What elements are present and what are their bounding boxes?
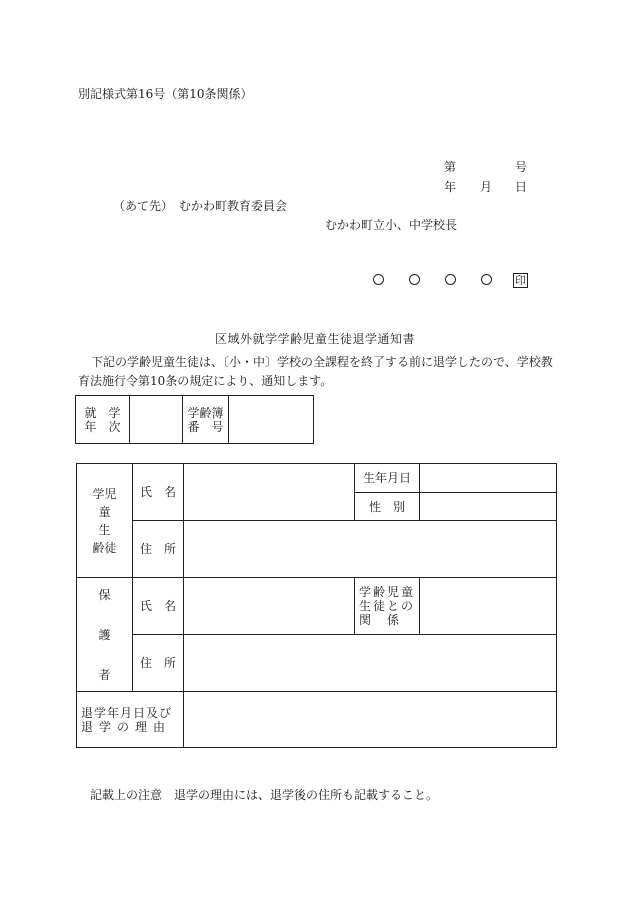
grade-register-table: [75, 395, 314, 444]
guardian-name-label: 氏 名: [133, 578, 184, 635]
birthdate-label: 生年月日: [355, 464, 420, 493]
relation-label: [355, 578, 420, 635]
student-group-line4: 齢徒: [92, 540, 117, 555]
seal-circle-3: [445, 274, 456, 288]
sender: むかわ町立小、中学校長: [325, 218, 458, 232]
register-label-line1: 学齢簿: [187, 405, 224, 420]
relation-value[interactable]: [420, 578, 557, 635]
student-name-label: 氏 名: [133, 464, 184, 521]
birthdate-value[interactable]: [420, 464, 557, 493]
withdrawal-label-line2: 退学の理由: [81, 719, 172, 734]
date-year: 年: [444, 180, 457, 194]
guardian-group-line2: 護: [98, 627, 111, 642]
seal-circle-1: [373, 274, 384, 288]
relation-label-line1: 学齢児童: [359, 585, 416, 599]
student-group-line1: 学児: [92, 486, 117, 501]
grade-value-cell[interactable]: [130, 396, 183, 444]
student-address-label: 住 所: [133, 521, 184, 578]
seal-mark: [513, 273, 528, 288]
guardian-address-label: 住 所: [133, 635, 184, 692]
guardian-address-value[interactable]: [184, 635, 557, 692]
guardian-group-label: [77, 578, 133, 692]
withdrawal-label: [77, 692, 184, 748]
withdrawal-label-line1: 退学年月日及び: [81, 705, 173, 720]
note: 記載上の注意 退学の理由には、退学後の住所も記載すること。: [90, 788, 439, 802]
sex-label: 性 別: [355, 493, 420, 521]
student-address-value[interactable]: [184, 521, 557, 578]
grade-label-line1: 就 学: [84, 405, 121, 420]
form-number: 別記様式第16号（第10条関係）: [78, 87, 253, 101]
relation-label-line3: 関 係: [359, 613, 402, 627]
student-group-label: [77, 464, 133, 578]
relation-label-line2: 生徒との: [359, 599, 416, 613]
date-month: 月: [480, 180, 493, 194]
document-title: 区域外就学学齢児童生徒退学通知書: [214, 332, 415, 346]
seal-circle-2: [409, 274, 420, 288]
grade-label-cell: [76, 396, 130, 444]
doc-number-go: 号: [515, 160, 528, 174]
seal-label: 印: [515, 274, 526, 287]
main-form-table: [76, 463, 557, 748]
date-day: 日: [515, 180, 528, 194]
addressee: （あて先） むかわ町教育委員会: [113, 199, 288, 213]
grade-label-line2: 年 次: [84, 419, 121, 434]
sex-value[interactable]: [420, 493, 557, 521]
guardian-name-value[interactable]: [184, 578, 355, 635]
register-label-cell: [183, 396, 229, 444]
guardian-group-line3: 者: [98, 667, 111, 682]
withdrawal-value[interactable]: [184, 692, 557, 748]
seal-circle-4: [481, 274, 492, 288]
register-label-line2: 番 号: [187, 419, 224, 434]
body-line-2: 育法施行令第10条の規定により、通知します。: [78, 374, 333, 388]
student-group-line2: 童: [98, 504, 111, 519]
doc-number-dai: 第: [444, 160, 457, 174]
student-group-line3: 生: [98, 522, 111, 537]
guardian-group-line1: 保: [98, 587, 111, 602]
body-line-1: 下記の学齢児童生徒は、〔小・中〕学校の全課程を終了する前に退学したので、学校教: [91, 355, 553, 369]
register-value-cell[interactable]: [229, 396, 314, 444]
student-name-value[interactable]: [184, 464, 355, 521]
